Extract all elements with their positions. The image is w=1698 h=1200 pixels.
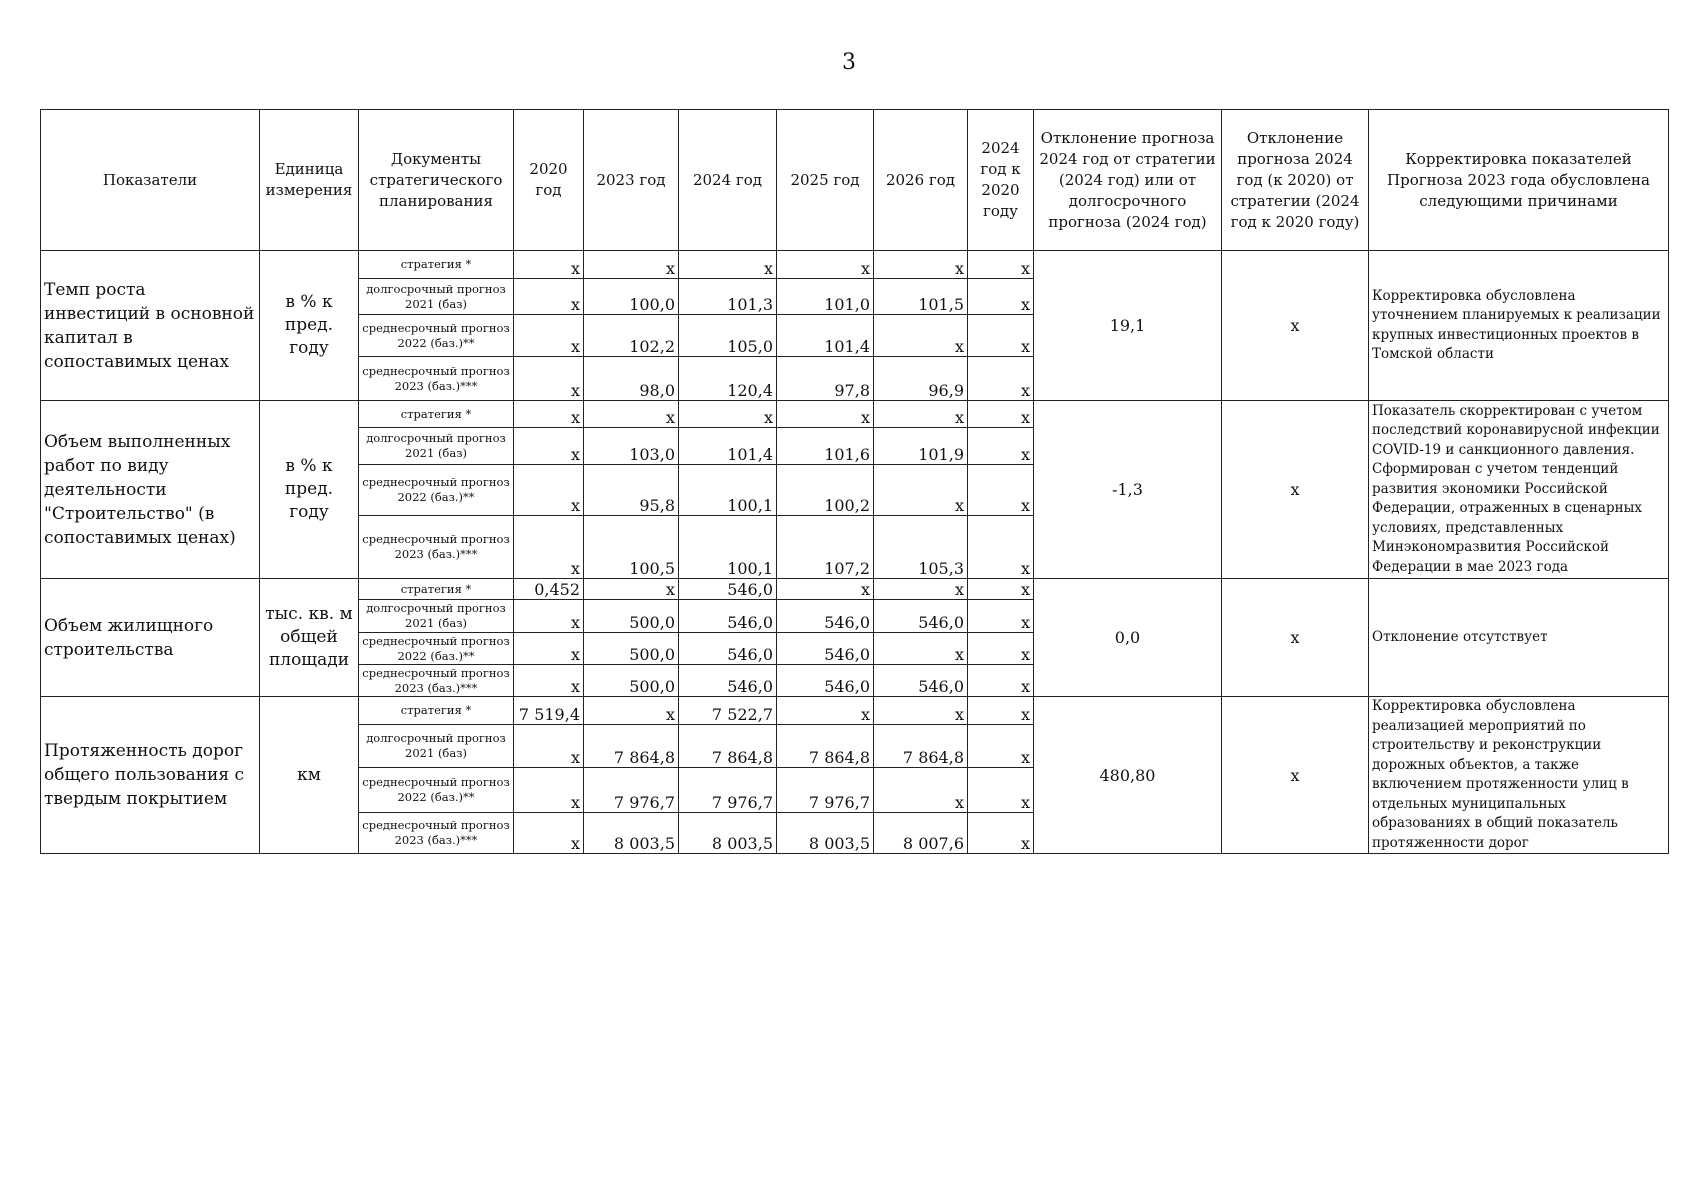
value-cell: x — [968, 665, 1034, 697]
value-cell: 100,2 — [777, 465, 874, 516]
value-cell: x — [968, 600, 1034, 633]
header-2020: 2020 год — [514, 110, 584, 251]
value-cell: 546,0 — [777, 665, 874, 697]
forecast-table — [40, 109, 1669, 854]
header-dev-ratio: Отклонение прогноза 2024 год (к 2020) от стратегии (2024 год к 2020 году) — [1222, 110, 1369, 251]
header-2026: 2026 год — [874, 110, 968, 251]
value-cell: x — [968, 516, 1034, 579]
value-cell: 7 864,8 — [777, 725, 874, 768]
value-cell: x — [874, 315, 968, 357]
value-cell: x — [874, 768, 968, 813]
value-cell: x — [514, 315, 584, 357]
value-cell: 546,0 — [777, 633, 874, 665]
document-cell: стратегия * — [359, 401, 514, 428]
table-row — [41, 251, 1669, 279]
value-cell: 95,8 — [584, 465, 679, 516]
value-cell: 120,4 — [679, 357, 777, 401]
deviation-cell: -1,3 — [1034, 401, 1222, 579]
unit-cell: в % к пред. году — [260, 401, 359, 579]
value-cell: x — [514, 600, 584, 633]
value-cell: 7 864,8 — [679, 725, 777, 768]
deviation-ratio-cell: x — [1222, 401, 1369, 579]
value-cell: x — [777, 251, 874, 279]
unit-cell: в % к пред. году — [260, 251, 359, 401]
indicator-cell: Темп роста инвестиций в основной капитал в сопоставимых ценах — [41, 251, 260, 401]
value-cell: x — [777, 401, 874, 428]
value-cell: x — [874, 633, 968, 665]
header-docs: Документы стратегического планирования — [359, 110, 514, 251]
value-cell: 100,1 — [679, 516, 777, 579]
value-cell: x — [514, 725, 584, 768]
value-cell: x — [968, 633, 1034, 665]
document-cell: стратегия * — [359, 251, 514, 279]
deviation-ratio-cell: x — [1222, 579, 1369, 697]
header-dev-forecast: Отклонение прогноза 2024 год от стратегии (2024 год) или от долгосрочного прогноза (2024 год) — [1034, 110, 1222, 251]
value-cell: 100,0 — [584, 279, 679, 315]
header-2023: 2023 год — [584, 110, 679, 251]
value-cell: 102,2 — [584, 315, 679, 357]
table-row — [41, 579, 1669, 600]
document-cell: долгосрочный прогноз 2021 (баз) — [359, 600, 514, 633]
value-cell: 546,0 — [679, 665, 777, 697]
value-cell: 101,9 — [874, 428, 968, 465]
value-cell: x — [968, 579, 1034, 600]
value-cell: x — [514, 633, 584, 665]
reason-cell: Корректировка обусловлена уточнением планируемых к реализации крупных инвестиционных проектов в Томской области — [1369, 251, 1669, 401]
value-cell: 100,1 — [679, 465, 777, 516]
document-cell: среднесрочный прогноз 2023 (баз.)*** — [359, 665, 514, 697]
page-number: 3 — [842, 50, 856, 75]
unit-cell: тыс. кв. м общей площади — [260, 579, 359, 697]
deviation-cell: 19,1 — [1034, 251, 1222, 401]
value-cell: x — [584, 251, 679, 279]
table-row — [41, 401, 1669, 428]
table-header-row — [41, 110, 1669, 251]
value-cell: 7 976,7 — [679, 768, 777, 813]
deviation-ratio-cell: x — [1222, 251, 1369, 401]
document-cell: долгосрочный прогноз 2021 (баз) — [359, 279, 514, 315]
document-cell: среднесрочный прогноз 2023 (баз.)*** — [359, 812, 514, 853]
value-cell: x — [968, 697, 1034, 725]
indicator-cell: Протяженность дорог общего пользования с твердым покрытием — [41, 697, 260, 854]
value-cell: x — [514, 251, 584, 279]
document-cell: стратегия * — [359, 697, 514, 725]
value-cell: x — [514, 401, 584, 428]
deviation-cell: 0,0 — [1034, 579, 1222, 697]
value-cell: x — [679, 401, 777, 428]
value-cell: 8 003,5 — [777, 812, 874, 853]
table-row — [41, 697, 1669, 725]
table-body — [41, 251, 1669, 854]
value-cell: 7 864,8 — [584, 725, 679, 768]
value-cell: x — [679, 251, 777, 279]
reason-cell: Корректировка обусловлена реализацией мероприятий по строительству и реконструкции дорожных объектов, а также включением протяженности улиц в отдельных муниципальных образованиях в общий показатель протяженности дорог — [1369, 697, 1669, 854]
document-cell: среднесрочный прогноз 2022 (баз.)** — [359, 768, 514, 813]
deviation-ratio-cell: x — [1222, 697, 1369, 854]
value-cell: x — [874, 251, 968, 279]
value-cell: x — [777, 579, 874, 600]
value-cell: x — [874, 579, 968, 600]
value-cell: x — [968, 812, 1034, 853]
value-cell: 7 976,7 — [584, 768, 679, 813]
value-cell: x — [584, 401, 679, 428]
value-cell: x — [874, 697, 968, 725]
header-unit: Единица измерения — [260, 110, 359, 251]
document-cell: долгосрочный прогноз 2021 (баз) — [359, 428, 514, 465]
value-cell: 101,3 — [679, 279, 777, 315]
value-cell: x — [968, 428, 1034, 465]
value-cell: 105,0 — [679, 315, 777, 357]
value-cell: 101,6 — [777, 428, 874, 465]
value-cell: x — [584, 579, 679, 600]
document-cell: среднесрочный прогноз 2022 (баз.)** — [359, 465, 514, 516]
value-cell: 8 003,5 — [679, 812, 777, 853]
value-cell: x — [514, 357, 584, 401]
value-cell: 107,2 — [777, 516, 874, 579]
value-cell: 103,0 — [584, 428, 679, 465]
value-cell: 500,0 — [584, 600, 679, 633]
value-cell: 96,9 — [874, 357, 968, 401]
value-cell: x — [968, 251, 1034, 279]
header-2025: 2025 год — [777, 110, 874, 251]
value-cell: x — [514, 516, 584, 579]
value-cell: 101,4 — [777, 315, 874, 357]
value-cell: 105,3 — [874, 516, 968, 579]
value-cell: 8 003,5 — [584, 812, 679, 853]
value-cell: x — [968, 315, 1034, 357]
value-cell: x — [968, 768, 1034, 813]
document-cell: долгосрочный прогноз 2021 (баз) — [359, 725, 514, 768]
document-cell: стратегия * — [359, 579, 514, 600]
value-cell: 97,8 — [777, 357, 874, 401]
value-cell: x — [777, 697, 874, 725]
value-cell: x — [584, 697, 679, 725]
value-cell: x — [514, 428, 584, 465]
document-cell: среднесрочный прогноз 2023 (баз.)*** — [359, 516, 514, 579]
value-cell: 546,0 — [679, 600, 777, 633]
value-cell: 546,0 — [874, 665, 968, 697]
unit-cell: км — [260, 697, 359, 854]
value-cell: 7 519,4 — [514, 697, 584, 725]
value-cell: x — [874, 465, 968, 516]
value-cell: x — [968, 279, 1034, 315]
header-indicator: Показатели — [41, 110, 260, 251]
reason-cell: Отклонение отсутствует — [1369, 579, 1669, 697]
value-cell: x — [514, 768, 584, 813]
indicator-cell: Объем выполненных работ по виду деятельности "Строительство" (в сопоставимых ценах) — [41, 401, 260, 579]
value-cell: 0,452 — [514, 579, 584, 600]
value-cell: x — [514, 279, 584, 315]
value-cell: 98,0 — [584, 357, 679, 401]
value-cell: 7 976,7 — [777, 768, 874, 813]
value-cell: 546,0 — [679, 579, 777, 600]
document-cell: среднесрочный прогноз 2023 (баз.)*** — [359, 357, 514, 401]
value-cell: 500,0 — [584, 665, 679, 697]
value-cell: x — [968, 725, 1034, 768]
deviation-cell: 480,80 — [1034, 697, 1222, 854]
header-2024: 2024 год — [679, 110, 777, 251]
value-cell: 101,5 — [874, 279, 968, 315]
header-ratio: 2024 год к 2020 году — [968, 110, 1034, 251]
value-cell: 101,4 — [679, 428, 777, 465]
document-cell: среднесрочный прогноз 2022 (баз.)** — [359, 315, 514, 357]
indicator-cell: Объем жилищного строительства — [41, 579, 260, 697]
value-cell: 100,5 — [584, 516, 679, 579]
reason-cell: Показатель скорректирован с учетом последствий коронавирусной инфекции COVID-19 и санкционного давления. Сформирован с учетом тенденций развития экономики Российской Федерации, отраженных в сценарных условиях, представленных Минэкономразвития Российской Федерации в мае 2023 года — [1369, 401, 1669, 579]
value-cell: x — [968, 465, 1034, 516]
value-cell: 7 522,7 — [679, 697, 777, 725]
header-reason: Корректировка показателей Прогноза 2023 года обусловлена следующими причинами — [1369, 110, 1669, 251]
value-cell: x — [874, 401, 968, 428]
value-cell: x — [968, 401, 1034, 428]
document-cell: среднесрочный прогноз 2022 (баз.)** — [359, 633, 514, 665]
value-cell: x — [514, 812, 584, 853]
value-cell: 101,0 — [777, 279, 874, 315]
value-cell: x — [514, 665, 584, 697]
value-cell: 546,0 — [679, 633, 777, 665]
value-cell: x — [968, 357, 1034, 401]
value-cell: 7 864,8 — [874, 725, 968, 768]
value-cell: 546,0 — [874, 600, 968, 633]
value-cell: 500,0 — [584, 633, 679, 665]
value-cell: 8 007,6 — [874, 812, 968, 853]
value-cell: x — [514, 465, 584, 516]
value-cell: 546,0 — [777, 600, 874, 633]
